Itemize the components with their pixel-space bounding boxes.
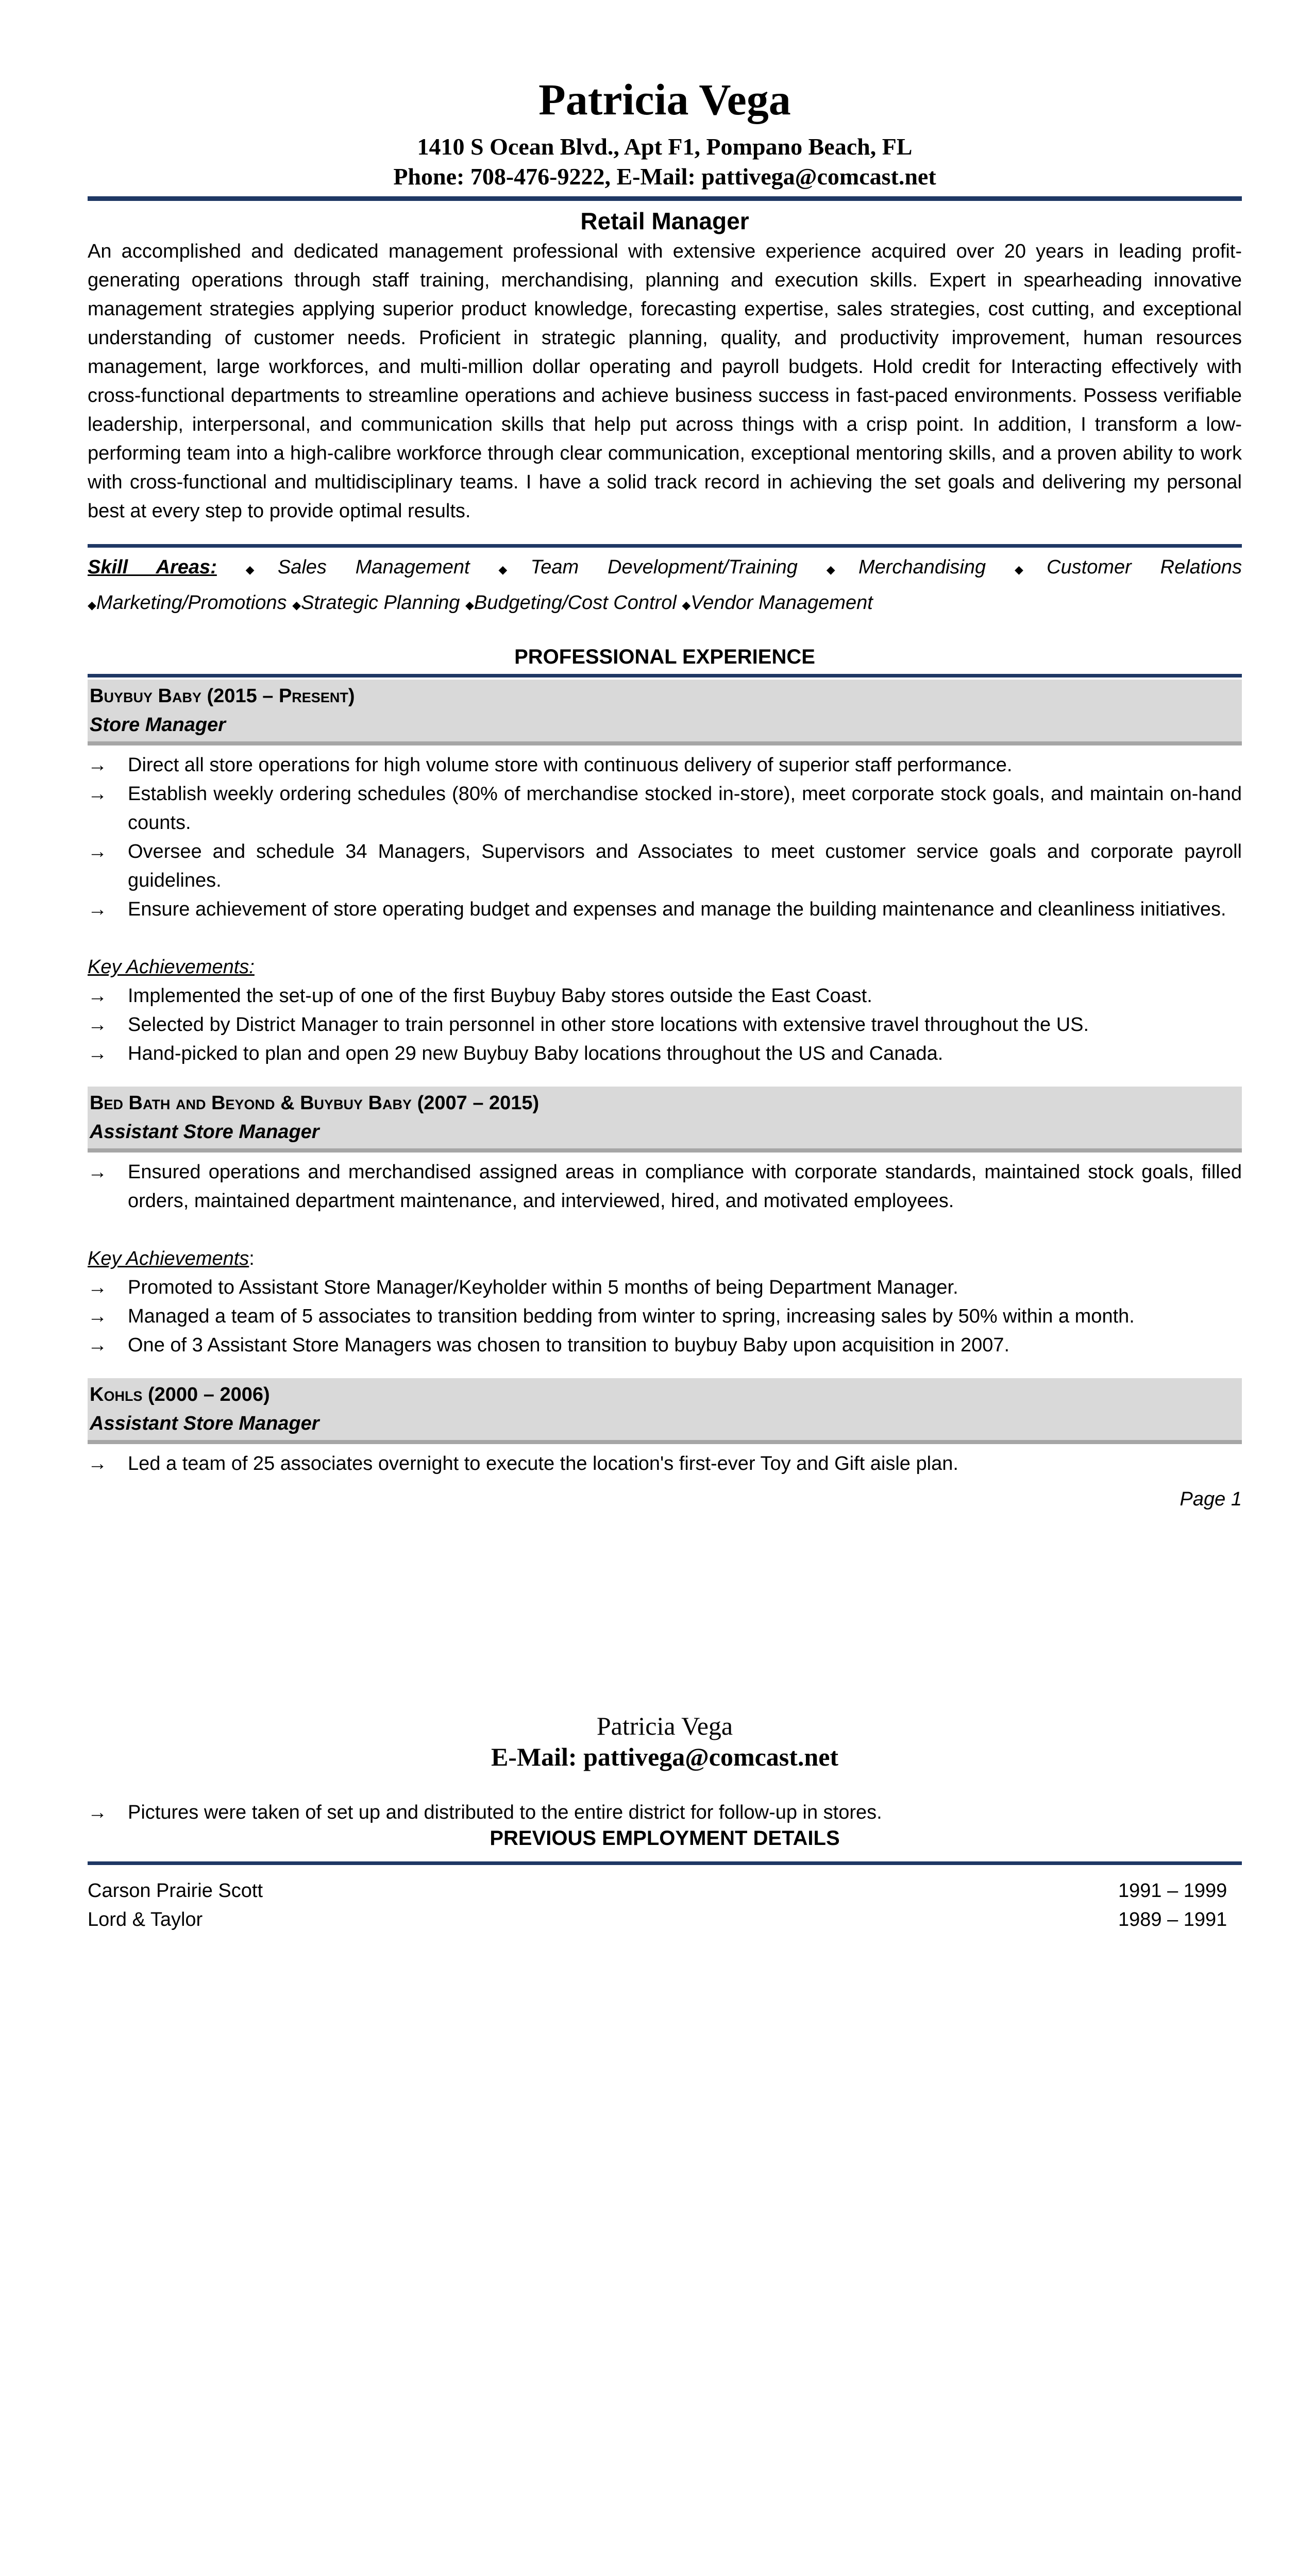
employer: Carson Prairie Scott: [88, 1880, 263, 1902]
experience-divider: [88, 674, 1242, 677]
list-item: → Selected by District Manager to train personnel in other store locations with extensive travel throughout the US.: [88, 1010, 1242, 1039]
arrow-icon: →: [88, 1161, 107, 1183]
job-company: Kohls (2000 – 2006): [90, 1384, 270, 1405]
arrow-icon: →: [88, 754, 107, 776]
key-achievements: [88, 981, 1242, 1068]
address: 1410 S Ocean Blvd., Apt F1, Pompano Beach, FL: [417, 133, 913, 160]
arrow-icon: →: [88, 1334, 107, 1356]
diamond-icon: ◆: [682, 599, 691, 612]
diamond-icon: ◆: [88, 599, 96, 612]
header-divider: [88, 196, 1242, 201]
list-item: → Promoted to Assistant Store Manager/Keyholder within 5 months of being Department Manager.: [88, 1273, 1242, 1302]
job-company: Bed Bath and Beyond & Buybuy Baby (2007 – 2015): [90, 1092, 540, 1114]
job-duties: [88, 751, 1242, 924]
employment-years: 1989 – 1991: [1118, 1909, 1227, 1930]
list-item: → Managed a team of 5 associates to transition bedding from winter to spring, increasing sales by 50% within a month.: [88, 1302, 1242, 1331]
table-row: [88, 1876, 1242, 1905]
resume-page-2: [88, 1710, 1242, 1934]
list-item: → Ensure achievement of store operating budget and expenses and manage the building maintenance and cleanliness initiatives.: [88, 895, 1242, 924]
diamond-icon: ◆: [465, 599, 474, 612]
experience-heading: PROFESSIONAL EXPERIENCE: [514, 646, 815, 668]
job-duties-continued: [88, 1798, 1242, 1827]
diamond-icon: ◆: [826, 563, 858, 576]
arrow-icon: →: [88, 841, 107, 862]
skill-item: Vendor Management: [690, 592, 873, 614]
list-item: → Hand-picked to plan and open 29 new Buybuy Baby locations throughout the US and Canada.: [88, 1039, 1242, 1068]
skills-divider: [88, 544, 1242, 548]
job-header-buybuy-baby: [88, 680, 1242, 745]
arrow-icon: →: [88, 1306, 107, 1327]
arrow-icon: →: [88, 1802, 107, 1823]
skill-areas-label: Skill Areas:: [88, 556, 217, 578]
candidate-name: Patricia Vega: [538, 75, 791, 124]
key-achievements: [88, 1273, 1242, 1360]
phone-email: Phone: 708-476-9222, E-Mail: pattivega@comcast.net: [393, 163, 936, 190]
previous-employment-list: [88, 1876, 1242, 1934]
page-number: Page 1: [1180, 1488, 1242, 1510]
list-item: → Establish weekly ordering schedules (80% of merchandise stocked in-store), meet corporate stock goals, and maintain on-hand counts.: [88, 779, 1242, 837]
objective-title: Retail Manager: [580, 208, 749, 234]
arrow-icon: →: [88, 985, 107, 1007]
key-achievements-label: Key Achievements:: [88, 956, 255, 978]
employment-years: 1991 – 1999: [1118, 1880, 1227, 1902]
table-row: [88, 1905, 1242, 1934]
job-company: Buybuy Baby (2015 – Present): [90, 685, 355, 707]
previous-employment-heading: PREVIOUS EMPLOYMENT DETAILS: [490, 1827, 840, 1850]
arrow-icon: →: [88, 1043, 107, 1064]
list-item: → Oversee and schedule 34 Managers, Supervisors and Associates to meet customer service goals and corporate payroll guidelines.: [88, 837, 1242, 895]
skill-item: Merchandising: [858, 556, 986, 578]
list-item: → Led a team of 25 associates overnight to execute the location's first-ever Toy and Gift aisle plan.: [88, 1449, 1242, 1478]
diamond-icon: ◆: [1014, 563, 1047, 576]
key-achievements-label-row: Key Achievements:: [88, 1248, 255, 1269]
list-item: → Ensured operations and merchandised assigned areas in compliance with corporate standards, maintained stock goals, filled orders, maintained department maintenance, and interviewed, hired, and motivated employees.: [88, 1158, 1242, 1215]
skill-item: Customer Relations: [1047, 556, 1242, 578]
list-item: → Implemented the set-up of one of the first Buybuy Baby stores outside the East Coast.: [88, 981, 1242, 1010]
skill-item: Sales Management: [277, 556, 470, 578]
skill-areas-line-1: [88, 551, 1242, 586]
page2-email: E-Mail: pattivega@comcast.net: [491, 1742, 839, 1771]
job-duties: [88, 1158, 1242, 1215]
diamond-icon: ◆: [292, 599, 301, 612]
skill-item: Budgeting/Cost Control: [474, 592, 677, 614]
employer: Lord & Taylor: [88, 1909, 203, 1930]
skill-item: Marketing/Promotions: [96, 592, 287, 614]
arrow-icon: →: [88, 1453, 107, 1475]
list-item: → One of 3 Assistant Store Managers was chosen to transition to buybuy Baby upon acquisition in 2007.: [88, 1331, 1242, 1360]
job-role: Assistant Store Manager: [90, 1121, 319, 1143]
page2-name: Patricia Vega: [596, 1711, 733, 1740]
job-role: Store Manager: [90, 714, 226, 736]
list-item: → Direct all store operations for high volume store with continuous delivery of superior staff performance.: [88, 751, 1242, 779]
arrow-icon: →: [88, 783, 107, 805]
job-role: Assistant Store Manager: [90, 1413, 319, 1434]
job-duties: [88, 1449, 1242, 1478]
arrow-icon: →: [88, 1277, 107, 1298]
resume-page-1: [88, 77, 1242, 1511]
previous-divider: [88, 1861, 1242, 1865]
skill-areas-line-2: [88, 586, 1242, 622]
diamond-icon: ◆: [498, 563, 531, 576]
arrow-icon: →: [88, 1014, 107, 1036]
job-header-kohls: [88, 1378, 1242, 1444]
list-item: → Pictures were taken of set up and distributed to the entire district for follow-up in stores.: [88, 1798, 1242, 1827]
job-header-bed-bath-beyond: [88, 1087, 1242, 1153]
key-achievements-label: Key Achievements: [88, 1248, 249, 1269]
diamond-icon: ◆: [245, 563, 278, 576]
arrow-icon: →: [88, 899, 107, 920]
skill-item: Team Development/Training: [530, 556, 798, 578]
summary-paragraph: An accomplished and dedicated management professional with extensive experience acquired over 20 years in leading profit-generating operations through staff training, merchandising, planning and execution skills. Expert in spearheading innovative management strategies applying superior product knowledge, forecasting expertise, sales strategies, cost cutting, and exceptional understanding of customer needs. Proficient in strategic planning, quality, and productivity improvement, human resources management, large workforces, and multi-million dollar operating and payroll budgets. Hold credit for Interacting effectively with cross-functional departments to streamline operations and achieve business success in fast-paced environments. Possess verifiable leadership, interpersonal, and communication skills that help put across things with a crisp point. In addition, I transform a low-performing team into a high-calibre workforce through clear communication, exceptional mentoring skills, and a proven ability to work with cross-functional and multidisciplinary teams. I have a solid track record in achieving the set goals and delivering my personal best at every step to provide optimal results.: [88, 241, 1242, 522]
skill-item: Strategic Planning: [301, 592, 460, 614]
